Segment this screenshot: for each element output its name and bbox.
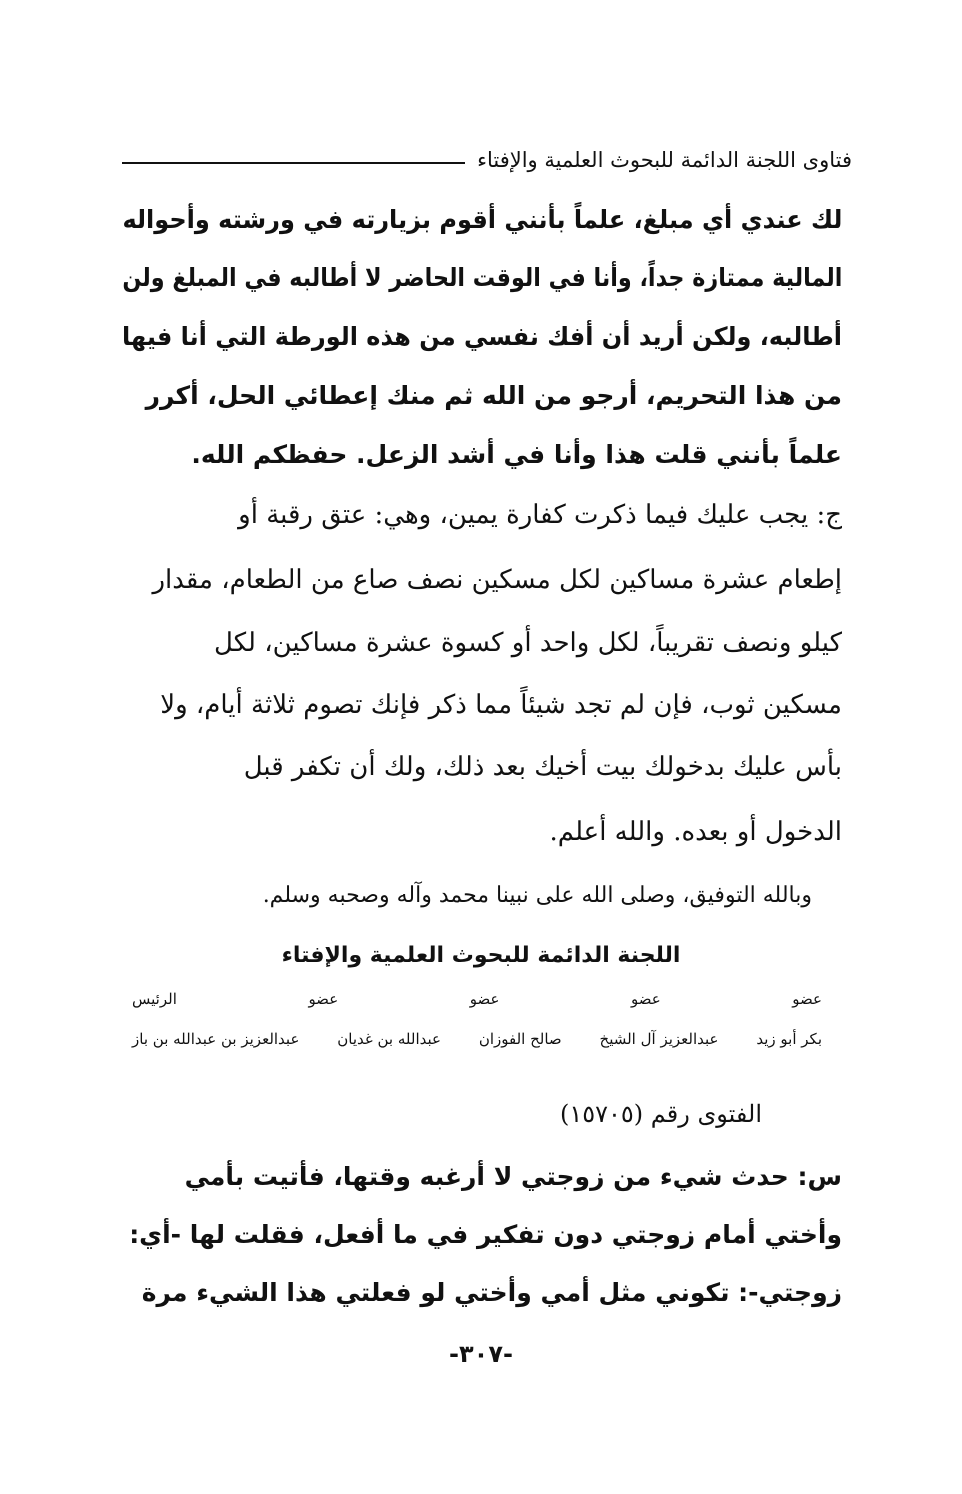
header-rule — [122, 162, 465, 164]
answer-line: بأس عليك بدخولك بيت أخيك بعد ذلك، ولك أن تكفر قبل — [243, 752, 842, 782]
question-line: المالية ممتازة جداً، وأنا في الوقت الحاضر لا أطالبه في المبلغ ولن — [122, 263, 842, 292]
signatory-role: عضو — [469, 990, 500, 1008]
signatory-name: صالح الفوزان — [478, 1030, 562, 1048]
question-line: لك عندي أي مبلغ، علماً بأنني أقوم بزيارته في ورشته وأحواله — [122, 205, 842, 234]
signatory-name: عبدالعزيز بن عبدالله بن باز — [132, 1030, 300, 1048]
question-line: علماً بأنني قلت هذا وأنا في أشد الزعل. حفظكم الله. — [191, 440, 842, 469]
page-number: -٣٠٧- — [449, 1340, 513, 1368]
committee-title: اللجنة الدائمة للبحوث العلمية والإفتاء — [281, 943, 681, 968]
signatory-names — [132, 1030, 822, 1048]
answer-line: إطعام عشرة مساكين لكل مسكين نصف صاع من الطعام، مقدار — [152, 565, 842, 595]
signatory-roles — [132, 990, 822, 1008]
signatory-name: عبدالله بن غديان — [337, 1030, 441, 1048]
answer-line: مسكين ثوب، فإن لم تجد شيئاً مما ذكر فإنك تصوم ثلاثة أيام، ولا — [160, 690, 842, 720]
fatwa-number: الفتوى رقم (١٥٧٠٥) — [559, 1100, 762, 1128]
closing-prayer: وبالله التوفيق، وصلى الله على نبينا محمد وآله وصحبه وسلم. — [262, 883, 812, 908]
answer-line: الدخول أو بعده. والله أعلم. — [549, 817, 842, 847]
answer-line: ج: يجب عليك فيما ذكرت كفارة يمين، وهي: عتق رقبة أو — [238, 500, 842, 530]
signatory-role: عضو — [308, 990, 339, 1008]
signatory-role: عضو — [792, 990, 822, 1008]
next-question-line: زوجتي-: تكوني مثل أمي وأختي لو فعلتي هذا الشيء مرة — [141, 1278, 842, 1307]
header-title: فتاوى اللجنة الدائمة للبحوث العلمية والإفتاء — [477, 148, 852, 172]
question-line: من هذا التحريم، أرجو من الله ثم منك إعطائي الحل، أكرر — [145, 381, 842, 410]
signatory-role: عضو — [631, 990, 661, 1008]
next-question-line: وأختي أمام زوجتي دون تفكير في ما أفعل، فقلت لها -أي: — [129, 1220, 842, 1249]
running-header — [122, 140, 852, 180]
next-question-line: س: حدث شيء من زوجتي لا أرغبه وقتها، فأتيت بأمي — [184, 1162, 842, 1191]
signatory-role: الرئيس — [132, 990, 177, 1008]
answer-line: كيلو ونصف تقريباً، لكل واحد أو كسوة عشرة مساكين، لكل — [214, 628, 842, 658]
question-line: أطالبه، ولكن أريد أن أفك نفسي من هذه الورطة التي أنا فيها — [122, 322, 842, 351]
signatory-name: عبدالعزيز آل الشيخ — [599, 1030, 719, 1048]
signatory-name: بكر أبو زيد — [756, 1030, 822, 1048]
